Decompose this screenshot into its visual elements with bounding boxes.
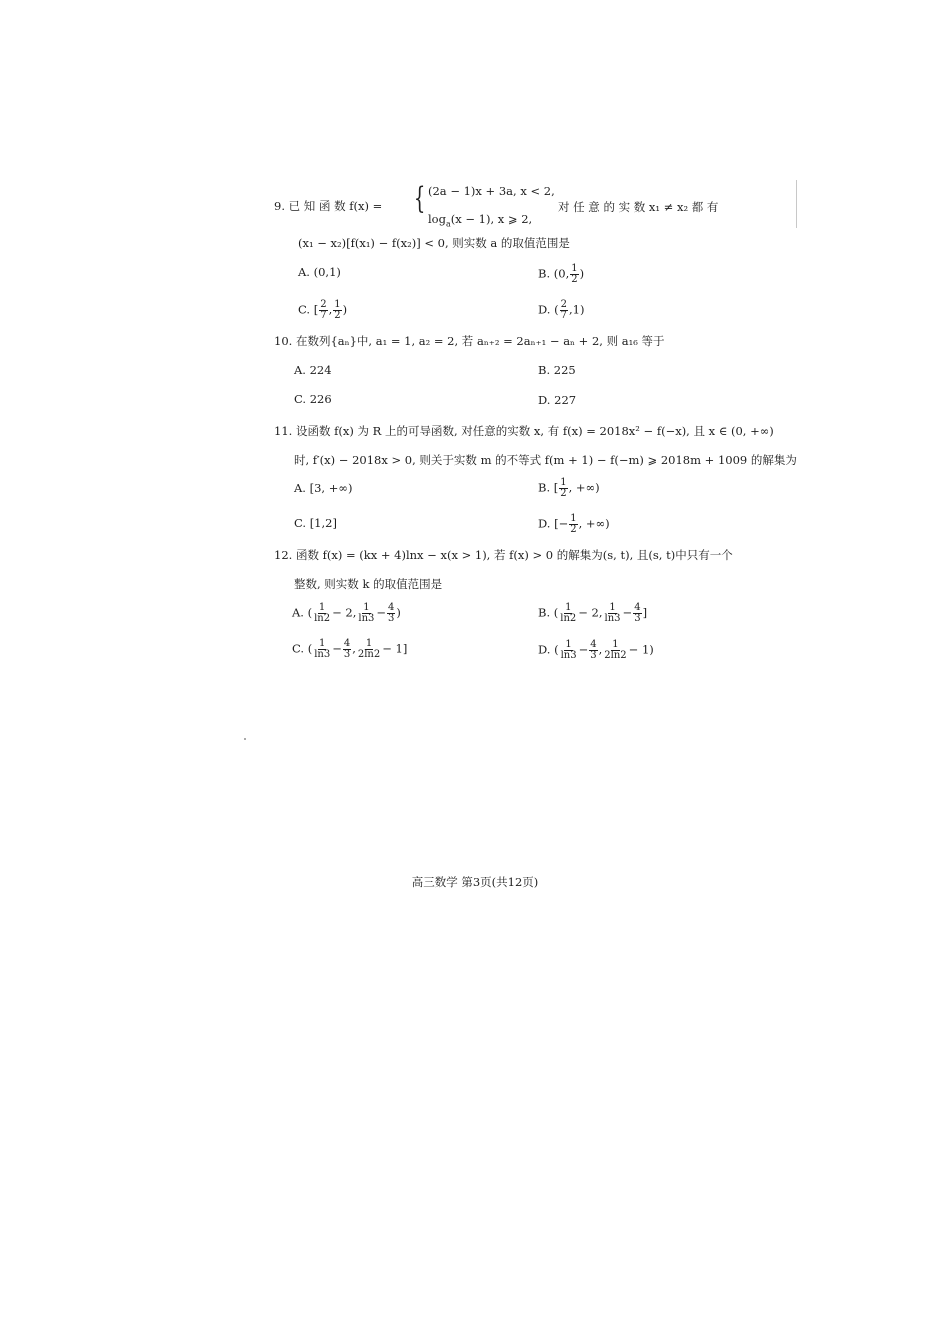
q11-stem-line1: 11. 设函数 f(x) 为 R 上的可导函数, 对任意的实数 x, 有 f(x) = 2018x² − f(−x), 且 x ∈ (0, +∞) <box>274 424 774 438</box>
scan-speck <box>244 738 246 740</box>
q10-option-a: A. 224 <box>294 363 332 377</box>
q10-stem: 10. 在数列{aₙ}中, a₁ = 1, a₂ = 2, 若 aₙ₊₂ = 2aₙ₊₁ − aₙ + 2, 则 a₁₆ 等于 <box>274 334 665 348</box>
q12-option-a: A. ( $\frac{1}{\ln 2}$ − 2, $\frac{1}{\ln 3}$ − $\frac{4}{3}$ ) <box>292 602 401 624</box>
q9-case2: $\log_a(x - 1)$, x ⩾ 2, <box>428 212 533 229</box>
page-footer: 高三数学 第3页(共12页) <box>411 875 539 889</box>
q10-option-d: D. 227 <box>538 393 577 407</box>
q9-option-a: A. (0,1) <box>298 265 341 279</box>
q12-stem-line2: 整数, 则实数 k 的取值范围是 <box>294 577 443 591</box>
q11-option-b: B. [ $\frac{1}{2}$ , +∞) <box>538 477 600 499</box>
q11-option-d: D. [− $\frac{1}{2}$ , +∞) <box>538 513 610 535</box>
q12-option-d: D. ( $\frac{1}{\ln 3}$ − $\frac{4}{3}$ , $\frac{1}{2\ln 2}$ − 1) <box>538 639 654 661</box>
q12-option-c: C. ( $\frac{1}{\ln 3}$ − $\frac{4}{3}$ , $\frac{1}{2\ln 2}$ − 1] <box>292 638 408 660</box>
q10-option-b: B. 225 <box>538 363 576 377</box>
q9-tail: 对 任 意 的 实 数 x₁ ≠ x₂ 都 有 <box>558 200 719 214</box>
q12-option-b: B. ( $\frac{1}{\ln 2}$ − 2, $\frac{1}{\ln 3}$ − $\frac{4}{3}$ ] <box>538 602 648 624</box>
q12-stem-line1: 12. 函数 f(x) = (kx + 4)lnx − x(x > 1), 若 f(x) > 0 的解集为(s, t), 且(s, t)中只有一个 <box>274 548 733 562</box>
scan-edge-mark <box>796 180 797 228</box>
q11-option-c: C. [1,2] <box>294 516 337 530</box>
q9-option-d: D. ( $\frac{2}{7}$ ,1) <box>538 299 585 321</box>
q9-option-c: C. [ $\frac{2}{7}$ , $\frac{1}{2}$ ) <box>298 299 348 321</box>
q9-brace: { <box>413 181 426 216</box>
q9-line2: (x₁ − x₂)[f(x₁) − f(x₂)] < 0, 则实数 a 的取值范围是 <box>298 236 570 250</box>
q9-case1: (2a − 1)x + 3a, x < 2, <box>428 184 555 198</box>
q11-option-a: A. [3, +∞) <box>294 481 353 495</box>
q10-option-c: C. 226 <box>294 392 332 406</box>
q9-intro: 9. 已 知 函 数 f(x) = <box>274 199 383 213</box>
q9-option-b: B. (0, $\frac{1}{2}$ ) <box>538 263 585 285</box>
q11-stem-line2: 时, f′(x) − 2018x > 0, 则关于实数 m 的不等式 f(m + 1) − f(−m) ⩾ 2018m + 1009 的解集为 <box>294 453 797 467</box>
